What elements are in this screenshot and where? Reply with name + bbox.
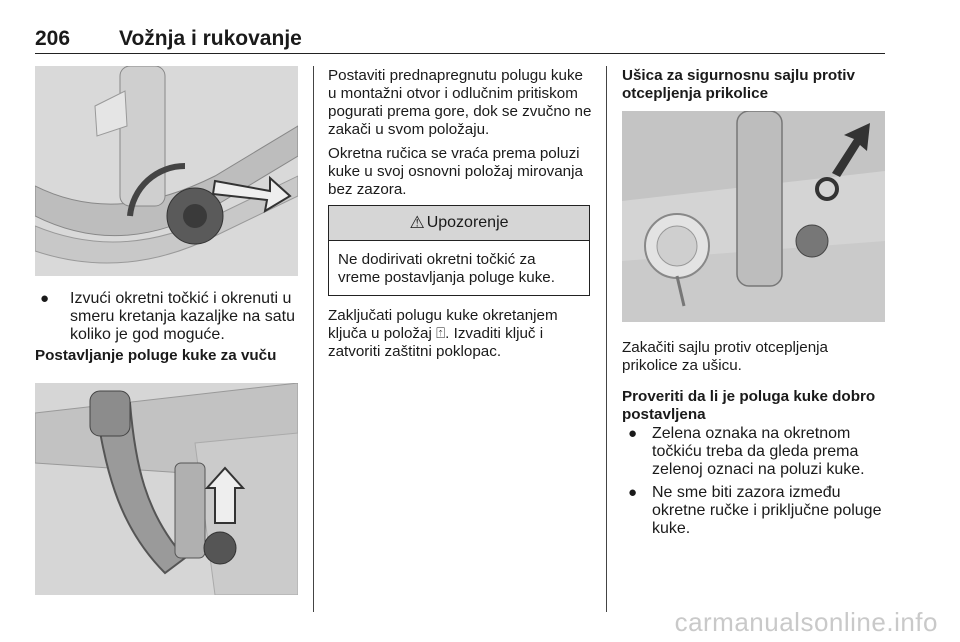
bullet-icon: ● — [628, 425, 638, 442]
bullet-icon: ● — [628, 484, 638, 501]
paragraph: Zaključati polugu kuke okretanjem ključa u položaj ⍐. Izvaditi ključ i zatvoriti zaštitni poklopac. — [328, 307, 558, 360]
column-divider — [313, 66, 314, 612]
paragraph: Zakačiti sajlu protiv otcepljenja prikolice za ušicu. — [622, 339, 828, 374]
page-header — [35, 27, 885, 54]
paragraph: Okretna ručica se vraća prema poluzi kuke u svoj osnovni položaj mirovanja bez zazora. — [328, 145, 583, 198]
column-divider — [606, 66, 607, 612]
warning-header — [329, 206, 589, 241]
figure-rotary-knob — [35, 66, 298, 276]
watermark: carmanualsonline.info — [674, 607, 938, 637]
paragraph: Postaviti prednapregnutu polugu kuke u montažni otvor i odlučnim pritiskom pogurati prema gore, dok se zvučno ne zakači u svom položaju. — [328, 67, 592, 138]
warning-box — [328, 205, 590, 296]
bullet-text: Zelena oznaka na okretnom točkiću treba da gleda prema zelenoj oznaci na poluzi kuke. — [652, 425, 865, 478]
warning-text: Ne dodirivati okretni točkić za vreme postavljanja poluge kuke. — [338, 251, 555, 286]
section-heading: Proveriti da li je poluga kuke dobro postavljena — [622, 388, 876, 423]
bullet-text: Izvući okretni točkić i okrenuti u smeru kretanja kazaljke na satu koliko je god moguće. — [70, 290, 295, 343]
warning-title: Upozorenje — [426, 214, 509, 231]
bullet-text: Ne sme biti zazora između okretne ručke i priključne poluge kuke. — [652, 484, 882, 537]
figure-tow-bar-install — [35, 383, 298, 595]
page-number: 206 — [35, 27, 71, 50]
section-heading: Ušica za sigurnosnu sajlu protiv otcepljenja prikolice — [622, 67, 855, 102]
bullet-icon: ● — [40, 290, 50, 307]
section-title: Vožnja i rukovanje — [119, 27, 302, 50]
section-heading: Postavljanje poluge kuke za vuču — [35, 347, 277, 364]
figure-safety-cable-eyelet — [622, 111, 885, 322]
warning-icon: ⚠ — [409, 213, 425, 232]
